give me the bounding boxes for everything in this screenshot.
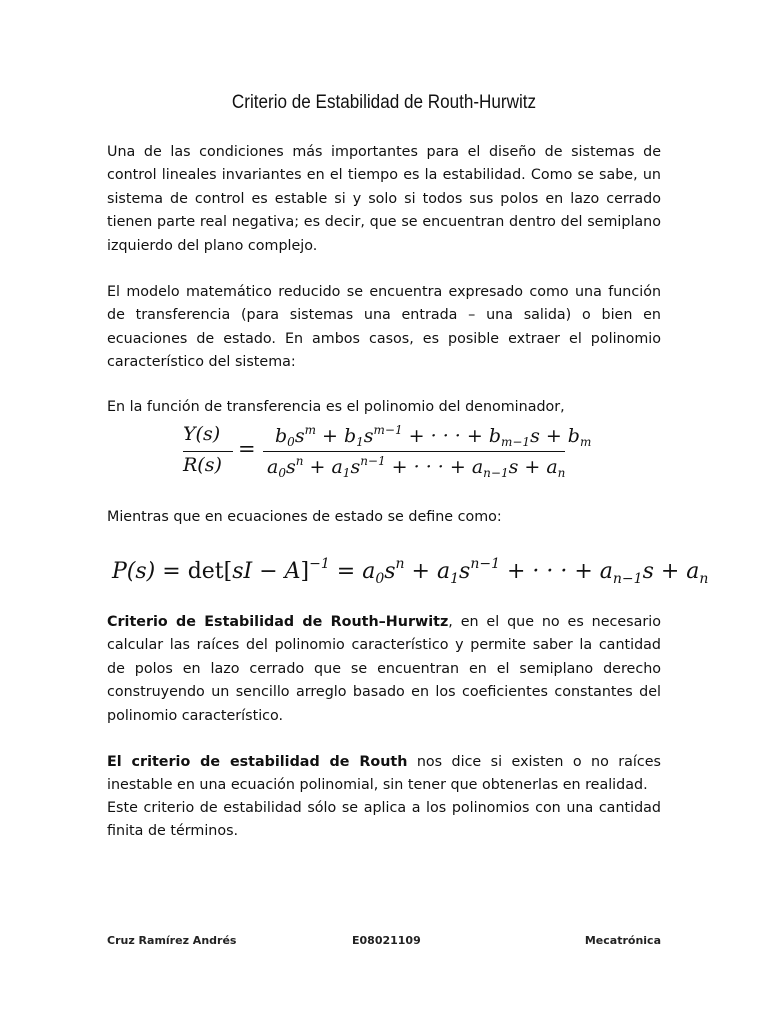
paragraph-routh-hurwitz xyxy=(107,611,661,728)
routh-criterion-term: El criterio de estabilidad de Routh xyxy=(107,754,408,770)
document-title: Criterio de Estabilidad de Routh-Hurwitz xyxy=(231,92,537,113)
paragraph-state-equations: Mientras que en ecuaciones de estado se define como: xyxy=(107,509,502,525)
footer-author: Cruz Ramírez Andrés xyxy=(107,934,237,947)
paragraph-intro: Una de las condiciones más importantes para el diseño de sistemas de control lineales invariantes en el tiempo es la estabilidad. Como se sabe, un sistema de control es estable si y solo si todos sus polos en lazo cerrado tienen parte real negativa; es decir, que se encuentran dentro del semiplano izquierdo del plano complejo. xyxy=(107,144,661,254)
footer-career: Mecatrónica xyxy=(584,934,661,947)
routh-hurwitz-term: Criterio de Estabilidad de Routh–Hurwitz xyxy=(107,614,449,630)
paragraph-transfer-function: En la función de transferencia es el polinomio del denominador, xyxy=(107,399,565,415)
paragraph-routh-criterion xyxy=(107,751,661,798)
page-footer xyxy=(107,934,661,950)
paragraph-model: El modelo matemático reducido se encuentra expresado como una función de transferencia (para sistemas una entrada – una salida) o bien en ecuaciones de estado. En ambos casos, es posible extraer el polinomio característico del sistema: xyxy=(107,284,661,371)
footer-id: E08021109 xyxy=(352,934,421,947)
paragraph-finite-terms: Este criterio de estabilidad sólo se aplica a los polinomios con una cantidad finita de términos. xyxy=(107,800,661,840)
characteristic-polynomial-equation: $P(s) = \det[sI - A]^{-1} = a_0s^n + a_1s^{n-1}$ + · · · + $a_{n-1}s + a_n$ xyxy=(112,556,709,587)
routh-hurwitz-text: , en el que no es necesario calcular las raíces del polinomio característico y permite saber la cantidad de polos en lazo cerrado que se encuentran en el semiplano derecho construyendo un sencillo arreglo basado en los coeficientes constantes del polinomio característico. xyxy=(107,614,661,724)
routh-criterion-text: nos dice si existen o no raíces inestable en una ecuación polinomial, sin tener que obtenerlas en realidad. xyxy=(107,754,662,794)
transfer-function-equation: Y(s) R(s) = $b_0s^m + b_1s^{m-1}$ + · · · + $b_{m-1}s + b_m$ $a_0s^n + a_1s^{n-1}$ + · · · + $a_{n-1}s + a_n$ xyxy=(183,423,592,480)
